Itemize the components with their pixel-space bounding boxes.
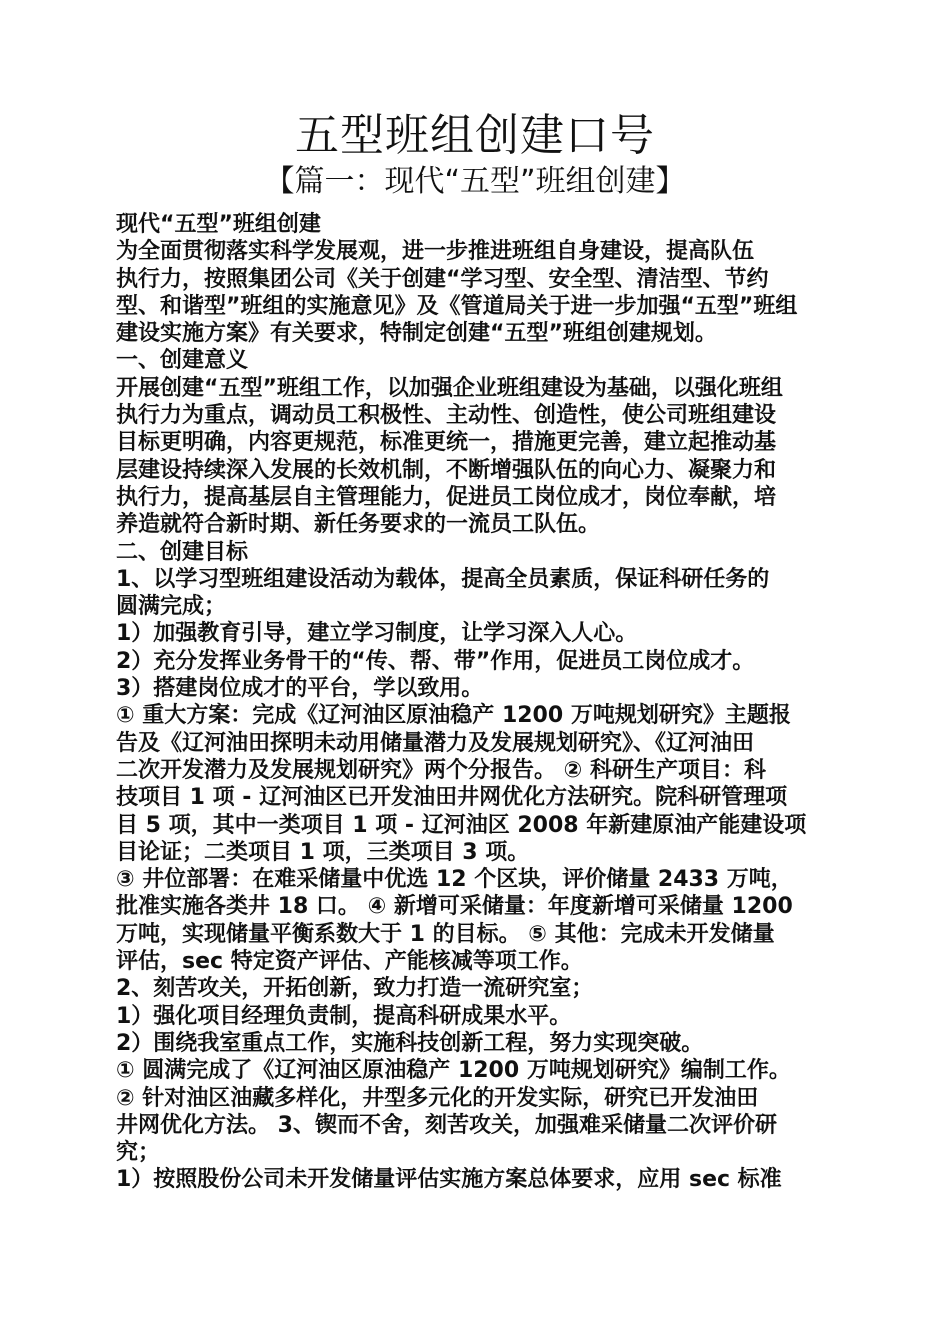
body-text-line: 1）加强教育引导，建立学习制度，让学习深入人心。 (116, 621, 638, 647)
body-text-line: ② 针对油区油藏多样化，井型多元化的开发实际，研究已开发油田 (116, 1085, 759, 1111)
body-text-line: 1）按照股份公司未开发储量评估实施方案总体要求，应用 sec 标准 (116, 1167, 782, 1193)
body-text-line: 开展创建“五型”班组工作，以加强企业班组建设为基础，以强化班组 (116, 375, 783, 401)
body-text-line: 建设实施方案》有关要求，特制定创建“五型”班组创建规划。 (116, 321, 717, 347)
body-text-line: 告及《辽河油田探明未动用储量潜力及发展规划研究》、《辽河油田 (116, 730, 755, 756)
document-body (116, 211, 836, 1194)
body-text-line: 执行力为重点，调动员工积极性、主动性、创造性，使公司班组建设 (116, 403, 777, 429)
body-text-line: ③ 井位部署：在难采储量中优选 12 个区块，评价储量 2433 万吨， (116, 867, 793, 893)
body-text-line: 目标更明确，内容更规范，标准更统一，措施更完善，建立起推动基 (116, 430, 777, 456)
body-text-line: 二次开发潜力及发展规划研究》两个分报告。 ② 科研生产项目：科 (116, 757, 766, 783)
body-text-line: 万吨，实现储量平衡系数大于 1 的目标。 ⑤ 其他：完成未开发储量 (116, 921, 775, 947)
body-text-line: 技项目 1 项 - 辽河油区已开发油田井网优化方法研究。院科研管理项 (116, 785, 788, 811)
body-text-line: 评估，sec 特定资产评估、产能核减等项工作。 (116, 949, 583, 975)
document-title: 五型班组创建口号 (295, 110, 655, 161)
body-text-line: 2、刻苦攻关，开拓创新，致力打造一流研究室； (116, 976, 594, 1002)
body-text-line: ① 圆满完成了《辽河油区原油稳产 1200 万吨规划研究》编制工作。 (116, 1058, 791, 1084)
body-text-line: 一、创建意义 (116, 348, 249, 374)
document-subtitle: 【篇一：现代“五型”班组创建】 (264, 164, 686, 199)
body-text-line: 1、以学习型班组建设活动为载体，提高全员素质，保证科研任务的 (116, 566, 770, 592)
body-text-line: 3）搭建岗位成才的平台，学以致用。 (116, 676, 484, 702)
body-text-line: 2）充分发挥业务骨干的“传、帮、带”作用，促进员工岗位成才。 (116, 648, 755, 674)
body-text-line: 为全面贯彻落实科学发展观，进一步推进班组自身建设，提高队伍 (116, 239, 755, 265)
body-text-line: 1）强化项目经理负责制，提高科研成果水平。 (116, 1003, 572, 1029)
body-text-line: 目论证；二类项目 1 项，三类项目 3 项。 (116, 839, 530, 865)
body-text-line: 养造就符合新时期、新任务要求的一流员工队伍。 (116, 512, 601, 538)
body-text-line: 执行力，提高基层自主管理能力，促进员工岗位成才，岗位奉献，培 (116, 484, 777, 510)
body-text-line: 井网优化方法。 3、锲而不舍，刻苦攻关，加强难采储量二次评价研 (116, 1112, 777, 1138)
body-text-line: 层建设持续深入发展的长效机制，不断增强队伍的向心力、凝聚力和 (116, 457, 777, 483)
body-text-line: 批准实施各类井 18 口。 ④ 新增可采储量：年度新增可采储量 1200 (116, 894, 793, 920)
body-text-line: 究； (116, 1140, 161, 1166)
body-text-line: 二、创建目标 (116, 539, 249, 565)
body-text-line: 2）围绕我室重点工作，实施科技创新工程，努力实现突破。 (116, 1030, 704, 1056)
body-text-line: 执行力，按照集团公司《关于创建“学习型、安全型、清洁型、节约 (116, 266, 769, 292)
body-text-line: 圆满完成； (116, 594, 227, 620)
body-text-line: 型、和谐型”班组的实施意见》及《管道局关于进一步加强“五型”班组 (116, 293, 798, 319)
body-text-line: 目 5 项，其中一类项目 1 项 - 辽河油区 2008 年新建原油产能建设项 (116, 812, 807, 838)
body-text-line: 现代“五型”班组创建 (116, 212, 321, 237)
body-text-line: ① 重大方案：完成《辽河油区原油稳产 1200 万吨规划研究》主题报 (116, 703, 791, 729)
